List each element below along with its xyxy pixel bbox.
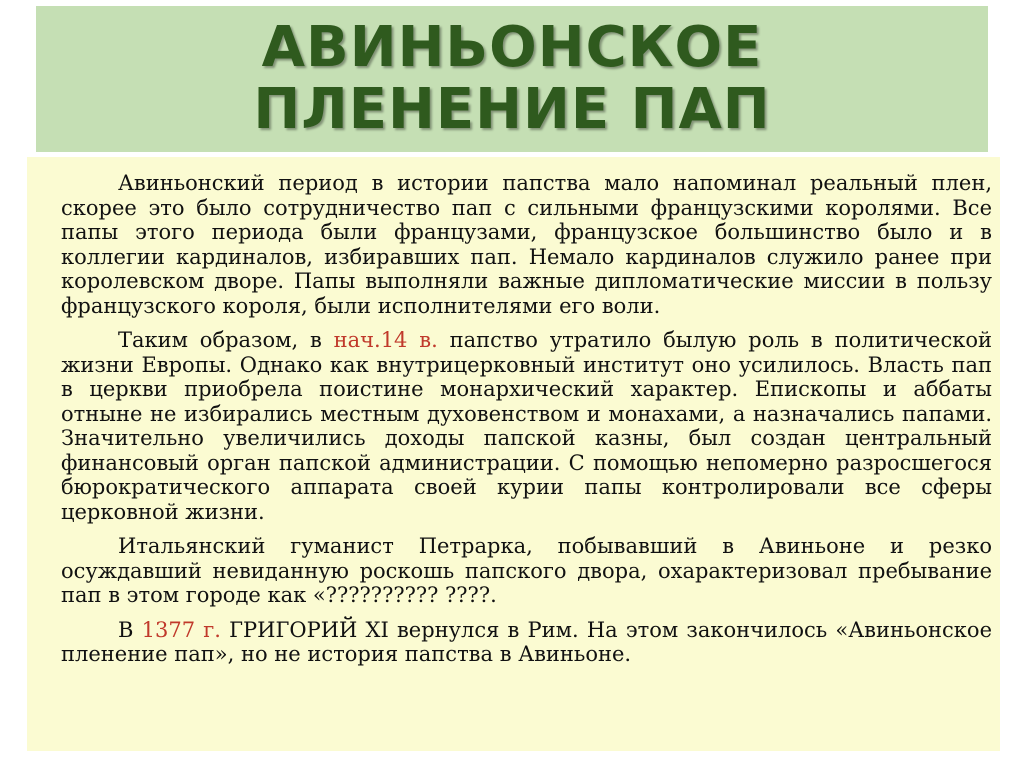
title-line-2: ПЛЕНЕНИЕ ПАП (253, 77, 771, 142)
title-banner (36, 6, 988, 152)
paragraph-2-rest: папство утратило былую роль в политической жизни Европы. Однако как внутрицерковный институт оно усилилось. Власть пап в церкви приобрела поистине монархический характер. Епископы и аббаты отныне не избирались местным духовенством и монахами, а назначались папами. Значительно увеличились доходы папской казны, был создан центральный финансовый орган папской администрации. С помощью непомерно разросшегося бюрократического аппарата своей курии папы контролировали все сферы церковной жизни. (61, 328, 993, 524)
paragraph-3: Итальянский гуманист Петрарка, побывавший в Авиньоне и резко осуждавший невиданную роскошь папского двора, охарактеризовал пребывание пап в этом городе как «?????????? ????. (61, 534, 992, 607)
text-panel (27, 157, 1000, 751)
paragraph-4-start: В (118, 617, 142, 642)
paragraph-1: Авиньонский период в истории папства мало напоминал реальный плен, скорее это было сотрудничество пап с сильными французскими королями. Все папы этого периода были французами, французское большинство было и в коллегии кардиналов, избиравших пап. Немало кардиналов служило ранее при королевском дворе. Папы выполняли важные дипломатические миссии в пользу французского короля, были исполнителями его воли. (61, 171, 992, 318)
title-line-1: АВИНЬОНСКОЕ (261, 15, 763, 80)
paragraph-2-start: Таким образом, в (118, 328, 334, 352)
paragraph-4 (61, 618, 992, 667)
year-highlight: 1377 г. (141, 617, 221, 642)
paragraph-2 (61, 328, 992, 524)
date-highlight: нач.14 в. (333, 328, 438, 352)
paragraph-4-rest: ГРИГОРИЙ XI вернулся в Рим. На этом закончилось «Авиньонское пленение пап», но не история папства в Авиньоне. (61, 617, 993, 666)
